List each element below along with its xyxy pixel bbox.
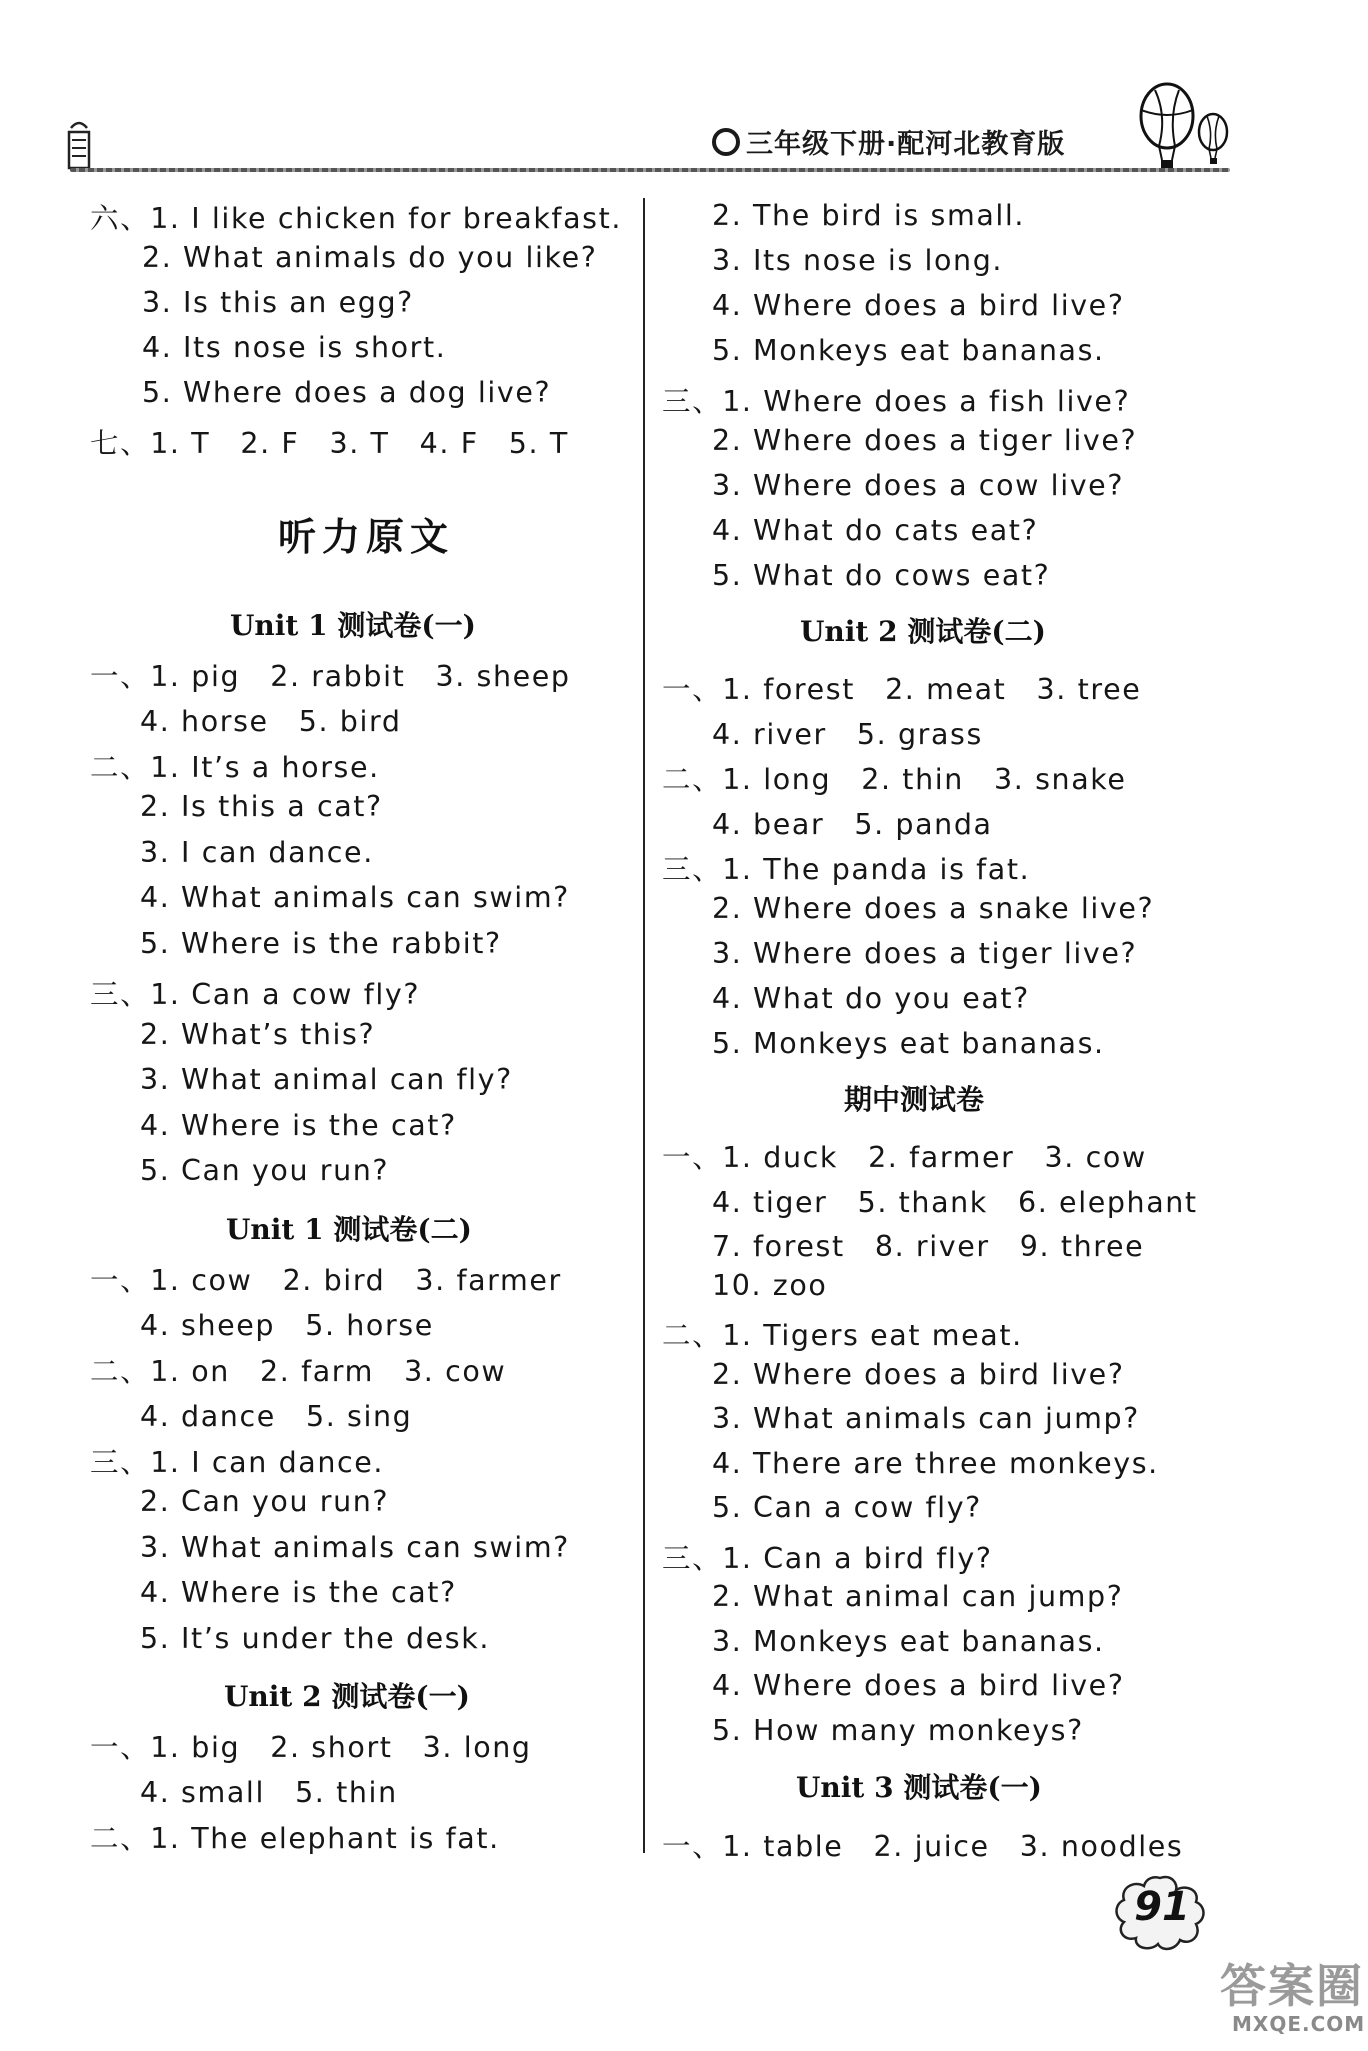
script-line: 4. There are three monkeys. xyxy=(712,1447,1159,1480)
section-title: Unit 3 测试卷(一) xyxy=(796,1771,1042,1804)
script-line: 二、1. It’s a horse. xyxy=(90,751,380,784)
header-title-text: 三年级下册·配河北教育版 xyxy=(746,129,1066,160)
script-line: 3. What animal can fly? xyxy=(140,1063,513,1096)
hot-air-balloons-icon xyxy=(1125,80,1235,180)
script-line: 5. Monkeys eat bananas. xyxy=(712,334,1105,367)
script-line: 一、1. cow 2. bird 3. farmer xyxy=(90,1264,562,1297)
section-title: Unit 2 测试卷(一) xyxy=(224,1680,470,1713)
script-line: 二、1. Tigers eat meat. xyxy=(662,1319,1023,1352)
section-title: Unit 1 测试卷(一) xyxy=(230,609,476,642)
script-line: 5. Can you run? xyxy=(140,1154,390,1187)
script-line: 三、1. Can a bird fly? xyxy=(662,1542,993,1575)
header-title xyxy=(712,122,1065,161)
script-line: 2. Where does a snake live? xyxy=(712,892,1155,925)
answer-line: 5. Where does a dog live? xyxy=(142,376,552,409)
script-line: 2. Can you run? xyxy=(140,1485,390,1518)
script-line: 4. horse 5. bird xyxy=(140,705,402,738)
answer-line: 4. Its nose is short. xyxy=(142,331,447,364)
column-divider xyxy=(643,198,645,1853)
script-line: 3. Its nose is long. xyxy=(712,244,1004,277)
script-line: 4. sheep 5. horse xyxy=(140,1309,434,1342)
script-line: 4. tiger 5. thank 6. elephant xyxy=(712,1186,1198,1219)
script-line: 5. It’s under the desk. xyxy=(140,1622,490,1655)
listening-script-title: 听力原文 xyxy=(278,515,455,559)
script-line: 4. Where is the cat? xyxy=(140,1109,457,1142)
script-line: 2. Where does a bird live? xyxy=(712,1358,1125,1391)
script-line: 3. Monkeys eat bananas. xyxy=(712,1625,1105,1658)
script-line: 2. The bird is small. xyxy=(712,199,1026,232)
script-line: 二、1. The elephant is fat. xyxy=(90,1822,500,1855)
script-line: 4. small 5. thin xyxy=(140,1776,398,1809)
script-line: 4. What do you eat? xyxy=(712,982,1030,1015)
script-line: 4. Where is the cat? xyxy=(140,1576,457,1609)
script-line: 二、1. on 2. farm 3. cow xyxy=(90,1355,507,1388)
script-line: 3. I can dance. xyxy=(140,836,374,869)
script-line: 2. What animal can jump? xyxy=(712,1580,1124,1613)
script-line: 2. Is this a cat? xyxy=(140,790,383,823)
script-line: 二、1. long 2. thin 3. snake xyxy=(662,763,1127,796)
script-line: 5. What do cows eat? xyxy=(712,559,1051,592)
script-line: 一、1. forest 2. meat 3. tree xyxy=(662,673,1142,706)
answer-line: 七、1. T 2. F 3. T 4. F 5. T xyxy=(90,427,569,460)
script-line: 三、1. The panda is fat. xyxy=(662,853,1031,886)
script-line: 3. Where does a tiger live? xyxy=(712,937,1138,970)
script-line: 一、1. pig 2. rabbit 3. sheep xyxy=(90,660,571,693)
header-circle-icon xyxy=(712,128,740,156)
script-line: 一、1. table 2. juice 3. noodles xyxy=(662,1830,1184,1863)
script-line: 一、1. big 2. short 3. long xyxy=(90,1731,532,1764)
script-line: 10. zoo xyxy=(712,1269,828,1302)
script-line: 4. Where does a bird live? xyxy=(712,1669,1125,1702)
header-book-ornament-icon xyxy=(66,118,92,172)
script-line: 2. Where does a tiger live? xyxy=(712,424,1138,457)
script-line: 3. What animals can swim? xyxy=(140,1531,570,1564)
script-line: 4. dance 5. sing xyxy=(140,1400,413,1433)
section-title: Unit 1 测试卷(二) xyxy=(226,1213,472,1246)
section-title: Unit 2 测试卷(二) xyxy=(800,615,1046,648)
script-line: 5. How many monkeys? xyxy=(712,1714,1084,1747)
answer-line: 六、1. I like chicken for breakfast. xyxy=(90,202,623,235)
script-line: 三、1. I can dance. xyxy=(90,1446,385,1479)
script-line: 4. river 5. grass xyxy=(712,718,983,751)
watermark-logo: 答案圈 xyxy=(1220,1959,1364,2013)
script-line: 7. forest 8. river 9. three xyxy=(712,1230,1145,1263)
answer-line: 3. Is this an egg? xyxy=(142,286,414,319)
header-divider xyxy=(70,168,1230,172)
script-line: 三、1. Can a cow fly? xyxy=(90,978,421,1011)
script-line: 5. Can a cow fly? xyxy=(712,1491,982,1524)
script-line: 2. What’s this? xyxy=(140,1018,376,1051)
page-number: 91 xyxy=(1134,1884,1190,1930)
script-line: 一、1. duck 2. farmer 3. cow xyxy=(662,1141,1147,1174)
script-line: 5. Where is the rabbit? xyxy=(140,927,502,960)
script-line: 3. What animals can jump? xyxy=(712,1402,1140,1435)
script-line: 5. Monkeys eat bananas. xyxy=(712,1027,1105,1060)
script-line: 4. What do cats eat? xyxy=(712,514,1039,547)
script-line: 三、1. Where does a fish live? xyxy=(662,385,1131,418)
script-line: 4. What animals can swim? xyxy=(140,881,570,914)
section-title: 期中测试卷 xyxy=(844,1083,985,1116)
script-line: 4. bear 5. panda xyxy=(712,808,993,841)
watermark-url: MXQE.COM xyxy=(1232,2012,1366,2036)
script-line: 4. Where does a bird live? xyxy=(712,289,1125,322)
script-line: 3. Where does a cow live? xyxy=(712,469,1125,502)
answer-line: 2. What animals do you like? xyxy=(142,241,598,274)
